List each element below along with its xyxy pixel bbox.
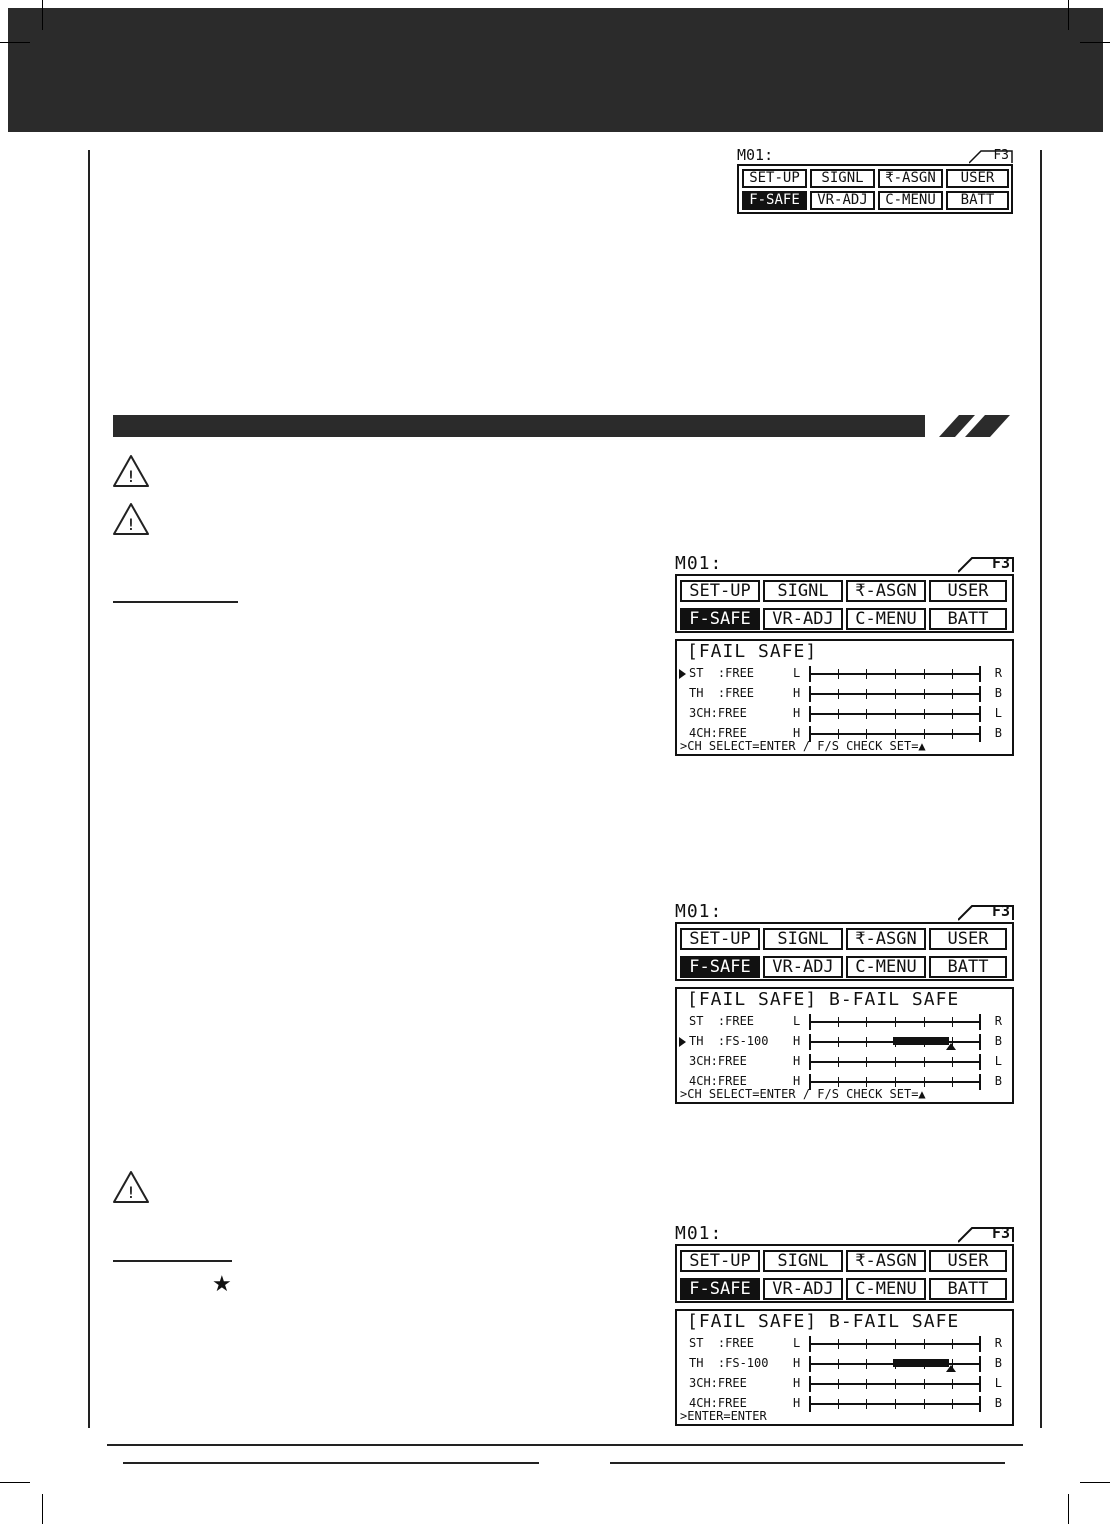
- position-track: [809, 1355, 981, 1371]
- mini-menu-screen: [737, 148, 1013, 214]
- function-label: F3: [991, 1224, 1010, 1242]
- track-tick: [895, 689, 896, 699]
- track-tick: [838, 709, 839, 719]
- menu-button-asgn[interactable]: ₹-ASGN: [846, 928, 926, 950]
- channel-row[interactable]: [677, 1373, 1012, 1393]
- track-tick: [838, 1017, 839, 1027]
- panel-title: [FAIL SAFE] B-FAIL SAFE: [687, 1311, 960, 1332]
- menu-button-signl[interactable]: SIGNL: [763, 580, 843, 602]
- track-tick: [924, 1057, 925, 1067]
- right-direction-label: B: [994, 726, 1002, 740]
- left-direction-label: H: [793, 1074, 801, 1088]
- right-direction-label: R: [994, 1014, 1002, 1028]
- position-track: [809, 1033, 981, 1049]
- position-track: [809, 1053, 981, 1069]
- track-tick: [866, 1359, 867, 1369]
- channel-row[interactable]: [677, 663, 1012, 683]
- track-tick: [838, 1359, 839, 1369]
- menu-button-c-menu[interactable]: C-MENU: [878, 191, 943, 210]
- channel-row[interactable]: [677, 1353, 1012, 1373]
- crop-mark: [0, 1482, 30, 1483]
- track-tick: [838, 729, 839, 739]
- footer-rule-left: [123, 1462, 539, 1464]
- left-direction-label: L: [793, 1014, 801, 1028]
- track-tick: [895, 709, 896, 719]
- channel-row[interactable]: [677, 1011, 1012, 1031]
- track-tick: [895, 1017, 896, 1027]
- menu-button-asgn[interactable]: ₹-ASGN: [846, 580, 926, 602]
- menu-button-batt[interactable]: BATT: [929, 608, 1007, 630]
- menu-button-f-safe[interactable]: F-SAFE: [680, 1278, 760, 1300]
- function-label: F3: [991, 902, 1010, 920]
- model-label: M01:: [675, 901, 723, 922]
- menu-button-signl[interactable]: SIGNL: [763, 928, 843, 950]
- track-tick: [866, 1077, 867, 1087]
- track-tick: [952, 1399, 953, 1409]
- left-direction-label: H: [793, 726, 801, 740]
- track-tick: [866, 1017, 867, 1027]
- track-tick: [952, 1057, 953, 1067]
- track-tick: [952, 1017, 953, 1027]
- track-tick: [838, 1077, 839, 1087]
- track-tick: [924, 1379, 925, 1389]
- menu-button-batt[interactable]: BATT: [929, 956, 1007, 978]
- lcd-screen-b-fail-safe: [675, 903, 1014, 1106]
- crop-mark: [0, 42, 30, 43]
- menu-button-vr-adj[interactable]: VR-ADJ: [763, 608, 843, 630]
- track-tick: [895, 669, 896, 679]
- hint-line: >CH SELECT=ENTER / F/S CHECK SET=▲: [680, 1087, 926, 1101]
- fail-safe-position-bar: [893, 1037, 949, 1045]
- track-tick: [838, 689, 839, 699]
- menu-grid: [675, 922, 1014, 981]
- crop-mark: [42, 0, 43, 30]
- fail-safe-position-bar: [893, 1359, 949, 1367]
- channel-label: 4CH:FREE: [689, 1074, 747, 1088]
- footer-rule-right: [610, 1462, 1005, 1464]
- fail-safe-panel: [675, 987, 1014, 1104]
- menu-button-set-up[interactable]: SET-UP: [680, 580, 760, 602]
- track-tick: [924, 689, 925, 699]
- channel-row[interactable]: [677, 703, 1012, 723]
- menu-button-user[interactable]: USER: [929, 1250, 1007, 1272]
- track-tick: [924, 669, 925, 679]
- right-direction-label: B: [994, 1034, 1002, 1048]
- right-direction-label: B: [994, 1074, 1002, 1088]
- right-direction-label: L: [994, 706, 1002, 720]
- header-band: [8, 8, 1103, 132]
- track-tick: [895, 1379, 896, 1389]
- panel-title: [FAIL SAFE] B-FAIL SAFE: [687, 989, 960, 1010]
- menu-grid: [675, 1244, 1014, 1303]
- function-tab: [958, 1224, 1014, 1242]
- channel-label: 3CH:FREE: [689, 706, 747, 720]
- track-tick: [952, 1379, 953, 1389]
- section-heading-bar: [113, 415, 1010, 437]
- channel-label: ST :FREE: [689, 1336, 755, 1350]
- lcd-screen-b-fail-safe-enter: [675, 1225, 1014, 1428]
- menu-button-vr-adj[interactable]: VR-ADJ: [810, 191, 875, 210]
- left-direction-label: H: [793, 1054, 801, 1068]
- menu-button-c-menu[interactable]: C-MENU: [846, 608, 926, 630]
- menu-grid: [675, 574, 1014, 633]
- hint-line: >ENTER=ENTER: [680, 1409, 767, 1423]
- track-tick: [866, 1037, 867, 1047]
- track-tick: [924, 729, 925, 739]
- track-tick: [924, 1017, 925, 1027]
- track-tick: [895, 1057, 896, 1067]
- channel-label: ST :FREE: [689, 1014, 755, 1028]
- menu-button-c-menu[interactable]: C-MENU: [846, 956, 926, 978]
- function-tab: [969, 150, 1013, 163]
- track-tick: [895, 729, 896, 739]
- right-direction-label: L: [994, 1376, 1002, 1390]
- track-tick: [866, 1339, 867, 1349]
- model-label: M01:: [737, 146, 774, 164]
- svg-text:!: !: [127, 1183, 135, 1202]
- fail-safe-marker-icon: [946, 1043, 956, 1050]
- track-tick: [952, 1339, 953, 1349]
- track-tick: [838, 1339, 839, 1349]
- menu-button-signl[interactable]: SIGNL: [810, 169, 875, 188]
- track-tick: [866, 689, 867, 699]
- panel-title: [FAIL SAFE]: [687, 641, 818, 662]
- model-label: M01:: [675, 553, 723, 574]
- position-track: [809, 1395, 981, 1411]
- right-direction-label: L: [994, 1054, 1002, 1068]
- track-tick: [924, 1339, 925, 1349]
- left-margin-rule: [88, 150, 90, 1428]
- track-tick: [952, 1077, 953, 1087]
- channel-label: 3CH:FREE: [689, 1054, 747, 1068]
- right-direction-label: B: [994, 686, 1002, 700]
- crop-mark: [42, 1494, 43, 1524]
- function-label: F3: [991, 554, 1010, 572]
- menu-button-set-up[interactable]: SET-UP: [680, 1250, 760, 1272]
- lcd-screen-fail-safe: [675, 555, 1014, 758]
- menu-button-signl[interactable]: SIGNL: [763, 1250, 843, 1272]
- left-direction-label: H: [793, 686, 801, 700]
- channel-row[interactable]: [677, 1031, 1012, 1051]
- warning-triangle-icon: [112, 1170, 150, 1204]
- track-tick: [838, 1379, 839, 1389]
- track-tick: [866, 729, 867, 739]
- model-label: M01:: [675, 1223, 723, 1244]
- crop-mark: [1080, 1482, 1110, 1483]
- channel-label: ST :FREE: [689, 666, 755, 680]
- track-tick: [924, 709, 925, 719]
- right-direction-label: B: [994, 1396, 1002, 1410]
- menu-button-asgn[interactable]: ₹-ASGN: [846, 1250, 926, 1272]
- function-tab: [958, 554, 1014, 572]
- subheading-underline: [113, 601, 238, 603]
- warning-triangle-icon: [112, 454, 150, 488]
- subheading-underline: [113, 1260, 232, 1262]
- left-direction-label: H: [793, 1376, 801, 1390]
- track-tick: [895, 1339, 896, 1349]
- position-track: [809, 685, 981, 701]
- track-tick: [952, 669, 953, 679]
- menu-button-vr-adj[interactable]: VR-ADJ: [763, 956, 843, 978]
- left-direction-label: H: [793, 706, 801, 720]
- position-track: [809, 1375, 981, 1391]
- track-tick: [895, 1077, 896, 1087]
- channel-label: TH :FS-100: [689, 1356, 769, 1370]
- left-direction-label: H: [793, 1396, 801, 1410]
- track-tick: [895, 1399, 896, 1409]
- menu-button-set-up[interactable]: SET-UP: [742, 169, 807, 188]
- star-icon: ★: [212, 1272, 232, 1297]
- function-tab: [958, 902, 1014, 920]
- channel-label: 4CH:FREE: [689, 1396, 747, 1410]
- right-direction-label: B: [994, 1356, 1002, 1370]
- left-direction-label: L: [793, 666, 801, 680]
- track-tick: [952, 709, 953, 719]
- left-direction-label: H: [793, 1034, 801, 1048]
- track-tick: [952, 729, 953, 739]
- track-tick: [866, 1057, 867, 1067]
- menu-button-batt[interactable]: BATT: [946, 191, 1009, 210]
- track-tick: [952, 689, 953, 699]
- track-tick: [866, 709, 867, 719]
- menu-button-f-safe[interactable]: F-SAFE: [680, 956, 760, 978]
- track-tick: [924, 1399, 925, 1409]
- channel-row[interactable]: [677, 1333, 1012, 1353]
- track-tick: [924, 1077, 925, 1087]
- track-tick: [866, 1399, 867, 1409]
- hint-line: >CH SELECT=ENTER / F/S CHECK SET=▲: [680, 739, 926, 753]
- footer-rule: [107, 1444, 1023, 1446]
- track-tick: [838, 669, 839, 679]
- track-tick: [866, 1379, 867, 1389]
- menu-button-user[interactable]: USER: [929, 580, 1007, 602]
- menu-button-f-safe[interactable]: F-SAFE: [680, 608, 760, 630]
- crop-mark: [1068, 0, 1069, 30]
- fail-safe-panel: [675, 1309, 1014, 1426]
- right-margin-rule: [1040, 150, 1042, 1428]
- menu-button-user[interactable]: USER: [946, 169, 1009, 188]
- channel-row[interactable]: [677, 683, 1012, 703]
- menu-button-c-menu[interactable]: C-MENU: [846, 1278, 926, 1300]
- right-direction-label: R: [994, 1336, 1002, 1350]
- channel-label: 4CH:FREE: [689, 726, 747, 740]
- left-direction-label: H: [793, 1356, 801, 1370]
- cursor-arrow-icon: [679, 1037, 686, 1047]
- menu-button-set-up[interactable]: SET-UP: [680, 928, 760, 950]
- warning-triangle-icon: [112, 502, 150, 536]
- position-track: [809, 1335, 981, 1351]
- menu-button-user[interactable]: USER: [929, 928, 1007, 950]
- menu-button-batt[interactable]: BATT: [929, 1278, 1007, 1300]
- channel-label: TH :FS-100: [689, 1034, 769, 1048]
- svg-text:!: !: [127, 515, 135, 534]
- channel-label: 3CH:FREE: [689, 1376, 747, 1390]
- right-direction-label: R: [994, 666, 1002, 680]
- position-track: [809, 1013, 981, 1029]
- track-tick: [838, 1057, 839, 1067]
- position-track: [809, 705, 981, 721]
- left-direction-label: L: [793, 1336, 801, 1350]
- menu-button-f-safe[interactable]: F-SAFE: [742, 191, 807, 210]
- menu-grid: [737, 164, 1013, 214]
- crop-mark: [1080, 42, 1110, 43]
- channel-row[interactable]: [677, 1051, 1012, 1071]
- track-tick: [866, 669, 867, 679]
- track-tick: [838, 1399, 839, 1409]
- track-tick: [838, 1037, 839, 1047]
- menu-button-vr-adj[interactable]: VR-ADJ: [763, 1278, 843, 1300]
- position-track: [809, 665, 981, 681]
- menu-button-asgn[interactable]: ₹-ASGN: [878, 169, 943, 188]
- channel-label: TH :FREE: [689, 686, 755, 700]
- cursor-arrow-icon: [679, 669, 686, 679]
- svg-text:!: !: [127, 467, 135, 486]
- fail-safe-marker-icon: [946, 1365, 956, 1372]
- function-label: F3: [993, 148, 1009, 163]
- crop-mark: [1068, 1494, 1069, 1524]
- fail-safe-panel: [675, 639, 1014, 756]
